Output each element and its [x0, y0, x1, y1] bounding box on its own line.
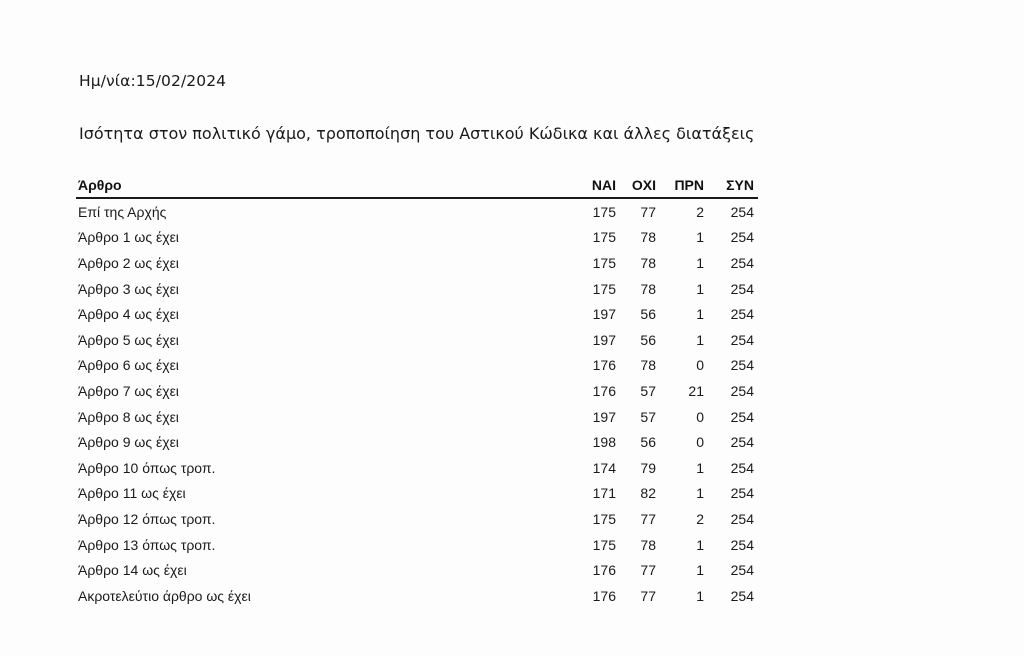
table-row: [76, 532, 758, 558]
cell-article: Επί της Αρχής: [78, 203, 167, 220]
cell-article: Άρθρο 7 ως έχει: [78, 382, 179, 399]
cell-total: 254: [730, 485, 754, 502]
header-yes: ΝΑΙ: [572, 173, 616, 198]
cell-total: 254: [730, 306, 754, 323]
table-row: [76, 481, 758, 507]
cell-yes: 175: [592, 280, 616, 297]
cell-present: 1: [696, 587, 704, 604]
cell-no: 78: [640, 229, 656, 246]
cell-total: 254: [730, 229, 754, 246]
cell-yes: 175: [592, 536, 616, 553]
cell-no: 78: [640, 357, 656, 374]
cell-present: 0: [696, 434, 704, 451]
header-article: Άρθρο: [76, 173, 572, 198]
cell-yes: 175: [592, 510, 616, 527]
header-total: ΣΥΝ: [704, 173, 758, 198]
cell-yes: 171: [592, 485, 616, 502]
cell-present: 1: [696, 536, 704, 553]
table-row: [76, 225, 758, 251]
cell-yes: 174: [592, 459, 616, 476]
table-row: [76, 353, 758, 379]
cell-present: 1: [696, 306, 704, 323]
cell-no: 79: [640, 459, 656, 476]
cell-no: 56: [640, 331, 656, 348]
cell-no: 77: [640, 562, 656, 579]
cell-article: Άρθρο 3 ως έχει: [78, 280, 179, 297]
table-header-row: [76, 173, 758, 198]
cell-article: Άρθρο 4 ως έχει: [78, 306, 179, 323]
cell-total: 254: [730, 280, 754, 297]
cell-yes: 175: [592, 203, 616, 220]
cell-present: 1: [696, 254, 704, 271]
cell-total: 254: [730, 382, 754, 399]
cell-total: 254: [730, 510, 754, 527]
cell-present: 0: [696, 408, 704, 425]
cell-total: 254: [730, 587, 754, 604]
table-row: [76, 583, 758, 609]
cell-no: 57: [640, 382, 656, 399]
cell-present: 1: [696, 485, 704, 502]
cell-article: Άρθρο 10 όπως τροπ.: [78, 459, 216, 476]
table-row: [76, 557, 758, 583]
cell-yes: 176: [592, 357, 616, 374]
table-row: [76, 276, 758, 302]
cell-no: 78: [640, 280, 656, 297]
table-row: [76, 327, 758, 353]
cell-no: 77: [640, 587, 656, 604]
header-no: ΟΧΙ: [616, 173, 656, 198]
cell-article: Άρθρο 13 όπως τροπ.: [78, 536, 216, 553]
cell-article: Άρθρο 11 ως έχει: [78, 485, 186, 502]
cell-no: 78: [640, 254, 656, 271]
cell-article: Άρθρο 5 ως έχει: [78, 331, 179, 348]
cell-no: 56: [640, 434, 656, 451]
cell-article: Άρθρο 9 ως έχει: [78, 434, 179, 451]
date-line: Ημ/νία:15/02/2024: [79, 72, 227, 90]
vote-results-table: [76, 173, 758, 609]
cell-yes: 175: [592, 254, 616, 271]
table-body: [76, 198, 758, 609]
cell-present: 2: [696, 510, 704, 527]
cell-no: 78: [640, 536, 656, 553]
cell-yes: 175: [592, 229, 616, 246]
table-row: [76, 429, 758, 455]
cell-article: Άρθρο 6 ως έχει: [78, 357, 179, 374]
cell-article: Ακροτελεύτιο άρθρο ως έχει: [78, 587, 251, 604]
table-row: [76, 455, 758, 481]
cell-yes: 197: [592, 306, 616, 323]
cell-total: 254: [730, 536, 754, 553]
table-row: [76, 301, 758, 327]
header-present: ΠΡΝ: [656, 173, 704, 198]
cell-no: 77: [640, 510, 656, 527]
cell-present: 1: [696, 459, 704, 476]
cell-no: 57: [640, 408, 656, 425]
cell-present: 21: [688, 382, 704, 399]
cell-yes: 176: [592, 587, 616, 604]
cell-total: 254: [730, 408, 754, 425]
cell-yes: 176: [592, 382, 616, 399]
cell-present: 1: [696, 331, 704, 348]
cell-article: Άρθρο 2 ως έχει: [78, 254, 179, 271]
document-title: Ισότητα στον πολιτικό γάμο, τροποποίηση του Αστικού Κώδικα και άλλες διατάξεις: [79, 124, 755, 143]
cell-total: 254: [730, 254, 754, 271]
cell-total: 254: [730, 459, 754, 476]
cell-total: 254: [730, 331, 754, 348]
table-row: [76, 404, 758, 430]
cell-present: 2: [696, 203, 704, 220]
cell-total: 254: [730, 434, 754, 451]
cell-article: Άρθρο 1 ως έχει: [78, 229, 179, 246]
cell-article: Άρθρο 12 όπως τροπ.: [78, 510, 216, 527]
cell-no: 77: [640, 203, 656, 220]
cell-yes: 198: [592, 434, 616, 451]
cell-total: 254: [730, 562, 754, 579]
table-row: [76, 198, 758, 225]
cell-total: 254: [730, 203, 754, 220]
table-row: [76, 506, 758, 532]
table-row: [76, 250, 758, 276]
cell-total: 254: [730, 357, 754, 374]
cell-yes: 197: [592, 408, 616, 425]
cell-present: 1: [696, 562, 704, 579]
cell-no: 56: [640, 306, 656, 323]
cell-yes: 197: [592, 331, 616, 348]
cell-present: 1: [696, 229, 704, 246]
table-row: [76, 378, 758, 404]
cell-article: Άρθρο 8 ως έχει: [78, 408, 179, 425]
cell-yes: 176: [592, 562, 616, 579]
cell-present: 1: [696, 280, 704, 297]
cell-present: 0: [696, 357, 704, 374]
cell-article: Άρθρο 14 ως έχει: [78, 562, 187, 579]
cell-no: 82: [640, 485, 656, 502]
